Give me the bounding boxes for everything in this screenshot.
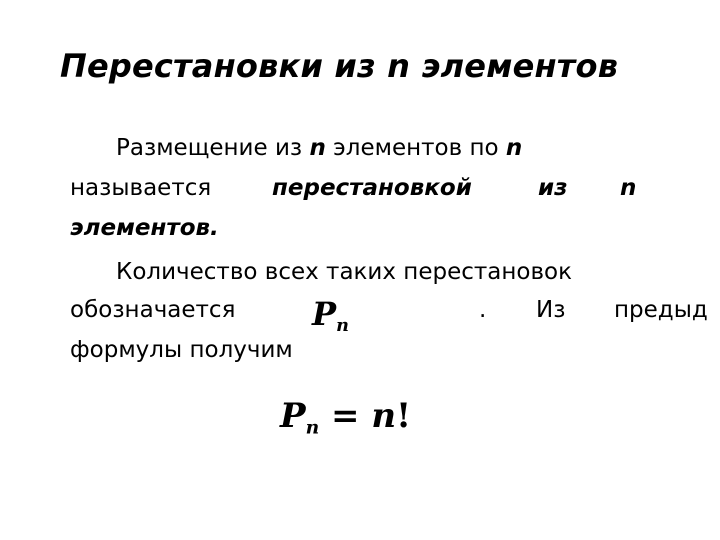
main-formula-equals: = — [331, 396, 360, 436]
p2-line2-iz: Из — [536, 297, 566, 323]
main-formula-subscript: n — [305, 416, 320, 439]
paragraph1-line1 — [116, 128, 522, 168]
p2-line3: формулы получим — [70, 337, 293, 363]
main-formula — [280, 394, 411, 450]
p1-n-a: n — [309, 135, 326, 161]
p1-line2-iz: из — [538, 175, 568, 201]
inline-formula-subscript: n — [336, 315, 349, 337]
main-formula-symbol: P — [280, 396, 306, 436]
p2-line2-word1: обозначается — [70, 297, 236, 323]
slide-title: Перестановки из n элементов — [60, 47, 619, 85]
main-formula-factorial: ! — [396, 396, 412, 436]
p2-line2-dot: . — [479, 297, 487, 323]
inline-formula-symbol: P — [312, 295, 337, 333]
inline-formula-pn — [312, 294, 349, 346]
p1-line1-middle: элементов по — [325, 135, 506, 161]
p1-line3-term-end: элементов. — [70, 215, 219, 241]
p2-line2-cut-word: предыд — [614, 297, 708, 323]
p1-line1-prefix: Размещение из — [116, 135, 310, 161]
paragraph2-line1: Количество всех таких перестановок — [116, 259, 573, 285]
p1-line2-n: n — [620, 175, 637, 201]
p1-n-b: n — [505, 135, 523, 161]
p1-line2-word1: называется — [70, 175, 212, 201]
p1-line2-term: перестановкой — [272, 175, 472, 201]
main-formula-rhs: n — [371, 396, 397, 436]
